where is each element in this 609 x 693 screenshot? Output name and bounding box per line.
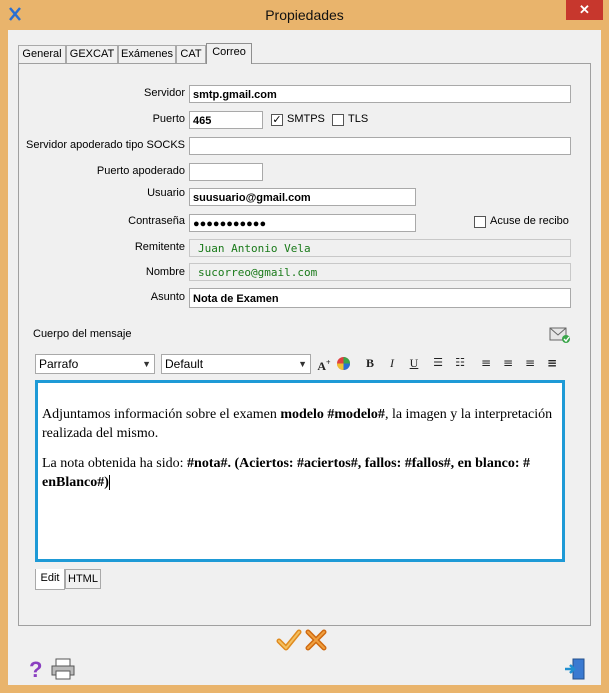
help-icon[interactable]: [26, 657, 46, 681]
justify-icon[interactable]: ≡: [546, 356, 558, 370]
remitente-input[interactable]: Juan Antonio Vela: [189, 239, 571, 257]
format-select-value: Parrafo: [39, 357, 79, 371]
usuario-input[interactable]: suusuario@gmail.com: [189, 188, 416, 206]
body-paragraph-2: [42, 454, 558, 492]
asunto-input[interactable]: Nota de Examen: [189, 288, 571, 308]
printer-icon[interactable]: [50, 658, 76, 680]
smtps-label: SMTPS: [287, 113, 325, 125]
color-picker-icon[interactable]: [336, 356, 351, 371]
tls-label: TLS: [348, 113, 369, 125]
bullet-list-icon[interactable]: ☰: [433, 356, 443, 369]
tab-examenes[interactable]: Exámenes: [118, 45, 176, 63]
close-button[interactable]: ✕: [566, 0, 603, 20]
underline-icon[interactable]: U: [409, 356, 419, 370]
format-select[interactable]: [35, 354, 155, 374]
usuario-label: Usuario: [147, 187, 185, 199]
correo-panel: [18, 63, 591, 626]
title-bar[interactable]: [0, 0, 609, 30]
tab-edit[interactable]: Edit: [35, 569, 65, 590]
mail-settings-icon[interactable]: [549, 324, 571, 344]
editor-toolbar: [35, 353, 575, 375]
dialog-client: [8, 30, 601, 685]
align-center-icon[interactable]: ≡: [502, 356, 514, 370]
message-body-editor[interactable]: [35, 380, 565, 562]
tab-cat[interactable]: CAT: [176, 45, 206, 63]
puerto-label: Puerto: [152, 113, 185, 125]
puerto-input[interactable]: 465: [189, 111, 263, 129]
exit-icon[interactable]: [563, 657, 587, 681]
chevron-down-icon: ▼: [142, 359, 151, 369]
asunto-label: Asunto: [150, 291, 185, 303]
tab-html[interactable]: HTML: [65, 569, 101, 589]
body-paragraph-1: [42, 405, 558, 443]
body-label: Cuerpo del mensaje: [33, 328, 132, 340]
window-title: Propiedades: [265, 7, 344, 23]
tab-correo[interactable]: Correo: [206, 43, 252, 64]
font-size-icon[interactable]: A+: [317, 358, 331, 373]
proxy-port-input[interactable]: [189, 163, 263, 181]
body-p2-bold: #nota#. (Aciertos: #aciertos#, fallos: #fallos#, en blanco: # enBlanco#): [42, 456, 530, 490]
bold-icon[interactable]: B: [365, 356, 374, 370]
check-icon[interactable]: [276, 628, 302, 652]
text-cursor: [109, 475, 110, 490]
body-p1-bold: modelo #modelo#: [280, 407, 385, 422]
nombre-input[interactable]: sucorreo@gmail.com: [189, 263, 571, 281]
numbered-list-icon[interactable]: ☷: [455, 356, 465, 369]
svg-text:?: ?: [29, 657, 43, 681]
acuse-label: Acuse de recibo: [490, 215, 569, 227]
tab-general[interactable]: General: [18, 45, 66, 63]
cross-icon[interactable]: [304, 628, 328, 652]
servidor-input[interactable]: smtp.gmail.com: [189, 85, 571, 103]
proxy-port-label: Puerto apoderado: [96, 165, 185, 177]
body-p2-text: La nota obtenida ha sido:: [42, 456, 188, 471]
align-right-icon[interactable]: ≡: [524, 356, 536, 370]
nombre-label: Nombre: [145, 266, 185, 278]
servidor-label: Servidor: [144, 87, 185, 99]
acuse-checkbox[interactable]: [474, 216, 486, 228]
smtps-checkbox[interactable]: ✓: [272, 114, 282, 126]
italic-icon[interactable]: I: [390, 356, 394, 370]
font-select[interactable]: [161, 354, 311, 374]
align-left-icon[interactable]: ≡: [480, 356, 492, 370]
password-input[interactable]: ●●●●●●●●●●●: [189, 214, 416, 232]
remitente-label: Remitente: [134, 241, 185, 253]
tab-gexcat[interactable]: GEXCAT: [66, 45, 118, 63]
socks-input[interactable]: [189, 137, 571, 155]
body-p1-text-end: , la imagen y la interpretación realizada del mismo.: [42, 407, 553, 441]
font-select-value: Default: [165, 357, 204, 371]
body-p1-text: Adjuntamos información sobre el examen: [42, 407, 281, 422]
chevron-down-icon: ▼: [298, 359, 307, 369]
tls-checkbox[interactable]: [332, 114, 344, 126]
socks-label: Servidor apoderado tipo SOCKS: [26, 139, 185, 151]
password-label: Contraseña: [128, 215, 185, 227]
